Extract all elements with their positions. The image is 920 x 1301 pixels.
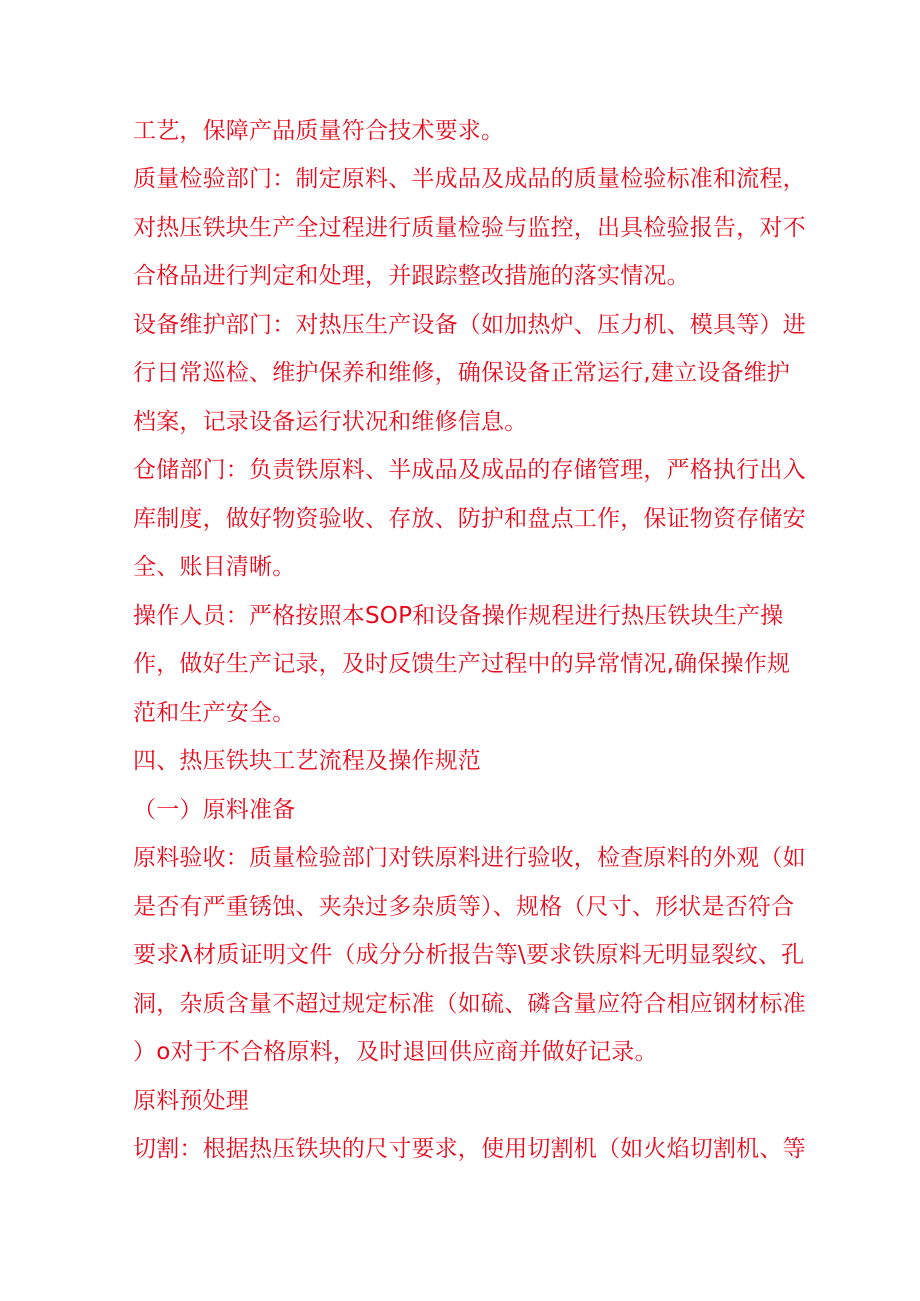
text-line: 合格品进行判定和处理，并跟踪整改措施的落实情况。 bbox=[133, 263, 690, 289]
text-line: 工艺，保障产品质量符合技术要求。 bbox=[133, 118, 505, 144]
text-line: 范和生产安全。 bbox=[133, 700, 296, 726]
text-line: 档案，记录设备运行状况和维修信息。 bbox=[133, 409, 528, 435]
text-line: 行日常巡检、维护保养和维修，确保设备正常运行,建立设备维护 bbox=[133, 360, 791, 386]
text-line: 作，做好生产记录，及时反馈生产过程中的异常情况,确保操作规 bbox=[133, 651, 791, 677]
item-heading: 原料预处理 bbox=[133, 1088, 249, 1114]
text-line: 对热压铁块生产全过程进行质量检验与监控，出具检验报告，对不 bbox=[133, 215, 806, 241]
subsection-heading: （一）原料准备 bbox=[133, 797, 296, 823]
text-line: 库制度，做好物资验收、存放、防护和盘点工作，保证物资存储安 bbox=[133, 506, 806, 532]
text-line: 是否有严重锈蚀、夹杂过多杂质等）、规格（尺寸、形状是否符合 bbox=[133, 894, 795, 920]
text-line: ）o对于不合格原料，及时退回供应商并做好记录。 bbox=[133, 1039, 658, 1065]
text-line: 原料验收：质量检验部门对铁原料进行验收，检查原料的外观（如 bbox=[133, 845, 806, 871]
text-line: 洞，杂质含量不超过规定标准（如硫、磷含量应符合相应钢材标准 bbox=[133, 991, 806, 1017]
text-line: 设备维护部门：对热压生产设备（如加热炉、压力机、模具等）进 bbox=[133, 312, 806, 338]
text-line: 要求λ材质证明文件（成分分析报告等\要求铁原料无明显裂纹、孔 bbox=[133, 942, 805, 968]
text-line: 切割：根据热压铁块的尺寸要求，使用切割机（如火焰切割机、等 bbox=[133, 1136, 806, 1162]
text-line: 质量检验部门：制定原料、半成品及成品的质量检验标准和流程， bbox=[133, 166, 806, 192]
text-line: 操作人员：严格按照本SOP和设备操作规程进行热压铁块生产操 bbox=[133, 603, 784, 629]
section-heading: 四、热压铁块工艺流程及操作规范 bbox=[133, 748, 481, 774]
text-line: 全、账目清晰。 bbox=[133, 554, 296, 580]
text-line: 仓储部门：负责铁原料、半成品及成品的存储管理，严格执行出入 bbox=[133, 457, 806, 483]
